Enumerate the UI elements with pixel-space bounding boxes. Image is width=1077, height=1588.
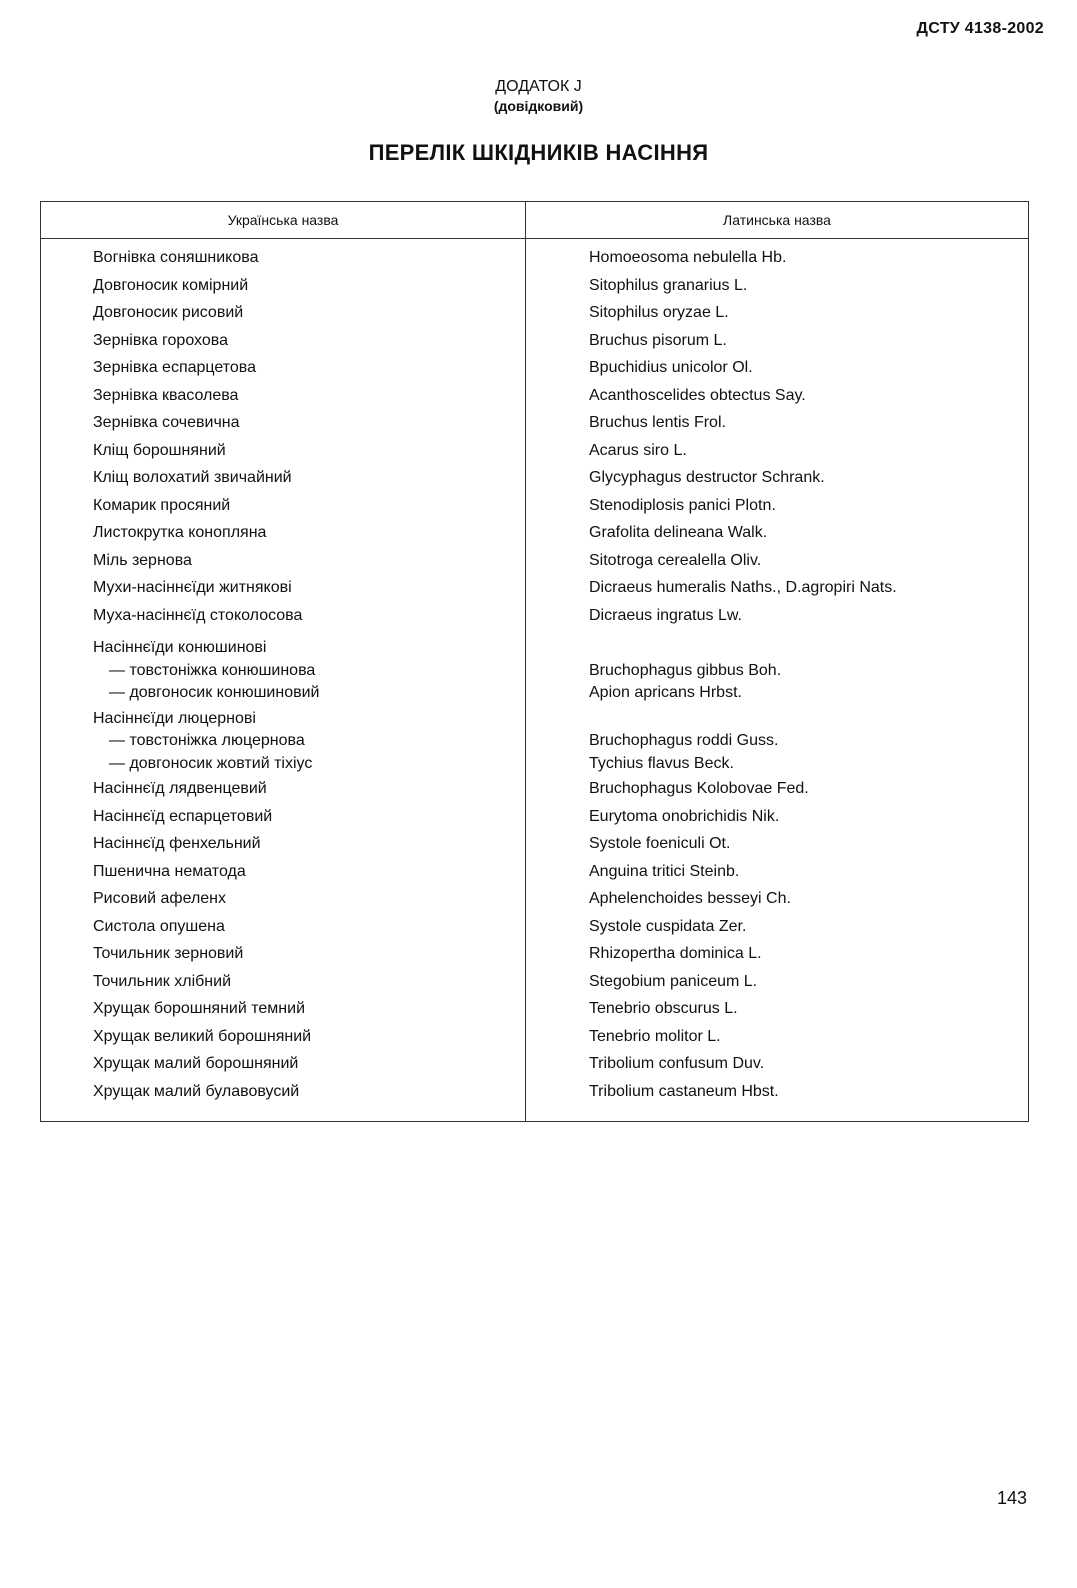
pest-name-uk: Мухи-насіннєїди житнякові xyxy=(93,579,292,596)
pest-name-latin: Grafolita delineana Walk. xyxy=(589,524,768,541)
pest-name-latin: Dicraeus humeralis Naths., D.agropiri Nats. xyxy=(589,579,897,596)
pest-name-uk: Зернівка сочевична xyxy=(93,414,240,431)
pest-name-latin: Anguina tritici Steinb. xyxy=(589,862,740,880)
pest-name-latin: Apion apricans Hrbst. xyxy=(589,684,742,701)
pest-name-uk: — товстоніжка конюшинова xyxy=(109,661,316,679)
pest-name-uk: Вогнівка соняшникова xyxy=(93,249,259,266)
pest-name-uk: Довгоносик комірний xyxy=(93,276,249,294)
pest-name-uk: — товстоніжка люцернова xyxy=(109,732,305,749)
pest-name-uk: Міль зернова xyxy=(93,551,192,569)
header-ukrainian-name: Українська назва xyxy=(41,202,526,239)
pest-name-latin: Aphelenchoides besseyi Ch. xyxy=(589,890,791,907)
pest-name-uk: Хрущак борошняний темний xyxy=(93,1000,306,1017)
table-body-row xyxy=(41,239,1029,1122)
pest-name-uk: Точильник хлібний xyxy=(93,972,231,990)
pest-name-latin: Bruchophagus roddi Guss. xyxy=(589,732,779,749)
pest-name-latin: Stegobium paniceum L. xyxy=(589,972,758,990)
pest-name-latin: Sitotroga cerealella Oliv. xyxy=(589,551,762,569)
pest-name-uk: Пшенична нематода xyxy=(93,862,246,880)
pest-name-latin: Glycyphagus destructor Schrank. xyxy=(589,469,825,486)
pest-name-latin: Sitophilus oryzae L. xyxy=(589,304,729,321)
pest-name-uk: Листокрутка конопляна xyxy=(93,524,267,541)
pest-name-uk: Кліщ волохатий звичайний xyxy=(93,469,292,486)
pest-name-uk: Систола опушена xyxy=(93,917,225,935)
pest-name-latin: Bruchophagus Kolobovae Fed. xyxy=(589,780,809,797)
pest-name-latin: Tenebrio obscurus L. xyxy=(589,1000,738,1017)
pest-name-latin: Sitophilus granarius L. xyxy=(589,276,748,294)
pest-name-latin: Tychius flavus Beck. xyxy=(589,754,734,772)
pest-name-uk: — довгоносик жовтий тіхіус xyxy=(109,754,313,772)
pest-name-uk: Зернівка еспарцетова xyxy=(93,359,257,376)
pest-name-uk: Довгоносик рисовий xyxy=(93,304,244,321)
pest-name-latin: Dicraeus ingratus Lw. xyxy=(589,606,742,624)
pest-name-latin: Rhizopertha dominica L. xyxy=(589,945,762,962)
pest-name-uk: Муха-насіннєїд стоколосова xyxy=(93,606,303,624)
pest-group-title-uk: Насіннєїди люцернові xyxy=(93,709,256,727)
appendix-subtitle: (довідковий) xyxy=(493,98,584,114)
pest-name-latin: Eurytoma onobrichidis Nik. xyxy=(589,807,780,825)
pest-name-latin: Stenodiplosis panici Plotn. xyxy=(589,496,776,514)
pest-name-latin: Tribolium confusum Duv. xyxy=(589,1055,765,1072)
latin-names-column xyxy=(526,239,1029,1122)
list-title: ПЕРЕЛІК ШКІДНИКІВ НАСІННЯ xyxy=(368,140,709,165)
pest-name-uk: Комарик просяний xyxy=(93,496,231,514)
pest-name-uk: Насіннєїд лядвенцевий xyxy=(93,780,267,797)
pest-name-latin: Systole foeniculi Ot. xyxy=(589,835,731,852)
group-spacer xyxy=(589,708,1028,731)
pest-name-latin: Tribolium castaneum Hbst. xyxy=(589,1082,779,1100)
appendix-title: ДОДАТОК J xyxy=(495,78,582,95)
pest-name-uk: Зернівка горохова xyxy=(93,331,228,349)
group-spacer xyxy=(589,637,1028,660)
standard-code: ДСТУ 4138-2002 xyxy=(916,20,1044,37)
pest-name-latin: Systole cuspidata Zer. xyxy=(589,917,747,935)
pest-name-latin: Bruchus pisorum L. xyxy=(589,331,727,349)
pest-name-latin: Acanthoscelides obtectus Say. xyxy=(589,386,806,404)
pest-name-latin: Bpuchidius unicolor Ol. xyxy=(589,359,753,376)
pest-name-uk: Насіннєїд фенхельний xyxy=(93,835,261,852)
pest-group-title-uk: Насіннєїди конюшинові xyxy=(93,639,267,656)
pest-name-uk: — довгоносик конюшиновий xyxy=(109,684,320,701)
page-number: 143 xyxy=(996,1488,1027,1508)
pest-name-uk: Хрущак малий борошняний xyxy=(93,1055,299,1072)
pest-name-uk: Хрущак великий борошняний xyxy=(93,1027,312,1045)
pest-name-latin: Homoeosoma nebulella Hb. xyxy=(589,249,787,266)
pest-name-uk: Хрущак малий булавовусий xyxy=(93,1082,300,1100)
pest-name-uk: Насіннєїд еспарцетовий xyxy=(93,807,273,825)
pest-name-uk: Рисовий афеленх xyxy=(93,890,227,907)
pest-name-uk: Зернівка квасолева xyxy=(93,386,239,404)
pest-name-uk: Точильник зерновий xyxy=(93,945,244,962)
pest-name-latin: Acarus siro L. xyxy=(589,441,687,459)
table-header-row xyxy=(41,202,1029,239)
pest-name-latin: Bruchus lentis Frol. xyxy=(589,414,726,431)
header-latin-name: Латинська назва xyxy=(526,202,1029,239)
pest-name-latin: Tenebrio molitor L. xyxy=(589,1027,721,1045)
pest-name-uk: Кліщ борошняний xyxy=(93,441,226,459)
ukrainian-names-column xyxy=(41,239,526,1122)
pests-table xyxy=(40,201,1029,1122)
pest-name-latin: Bruchophagus gibbus Boh. xyxy=(589,661,782,679)
